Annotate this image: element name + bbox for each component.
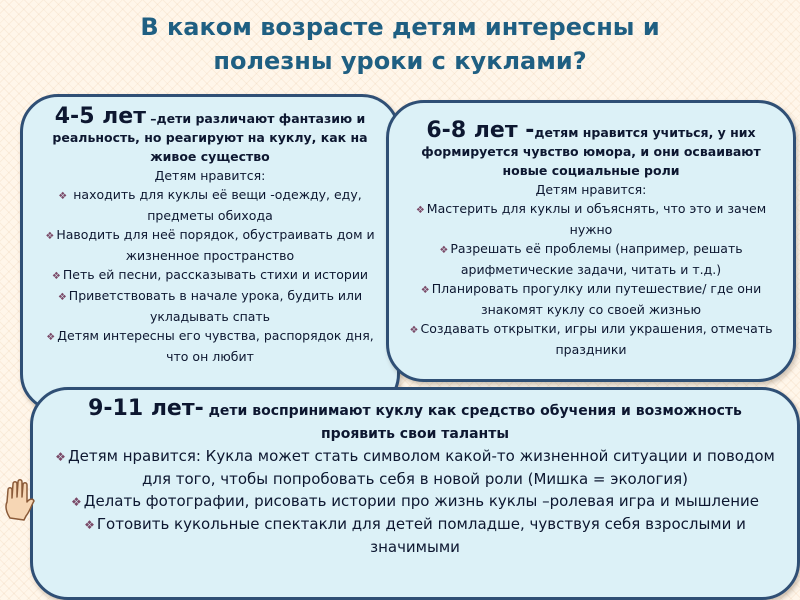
age-group-9-11-box [30, 387, 800, 600]
list-item-text: Наводить для неё порядок, обустраивать дом и жизненное пространство [56, 227, 375, 263]
age-label: 9-11 лет- [88, 396, 204, 421]
list-item-text: Детям нравится: Кукла может стать символом какой-то жизненной ситуации и поводом для того, чтобы попробовать себя в новой роли (Мишка = экология) [67, 447, 775, 488]
age-description: детям нравится учиться, у них формируется чувство юмора, и они осваивают новые социальные роли [421, 125, 761, 178]
diamond-bullet-icon: ❖ [420, 285, 430, 296]
diamond-bullet-icon: ❖ [439, 245, 449, 256]
list-item [41, 265, 379, 286]
diamond-bullet-icon: ❖ [58, 191, 68, 202]
age-group-6-8-header [403, 118, 779, 180]
title-line-1: В каком возрасте детям интересны и [140, 13, 660, 41]
list-item [41, 185, 379, 225]
list-item [51, 513, 779, 558]
diamond-bullet-icon: ❖ [415, 205, 425, 216]
diamond-bullet-icon: ❖ [409, 325, 419, 336]
list-item-text: Приветствовать в начале урока, будить или укладывать спать [68, 288, 363, 324]
age-label: 4-5 лет [54, 104, 146, 129]
diamond-bullet-icon: ❖ [51, 271, 61, 282]
list-item-text: находить для куклы её вещи -одежду, еду, предметы обихода [69, 187, 362, 223]
likes-label: Детям нравится: [535, 182, 647, 197]
list-item [403, 319, 779, 359]
title-line-2: полезны уроки с куклами? [213, 47, 587, 75]
age-group-4-5-header [41, 104, 379, 166]
age-group-4-5-box [20, 94, 400, 412]
list-item-text: Мастерить для куклы и объяснять, что это и зачем нужно [426, 201, 767, 237]
diamond-bullet-icon: ❖ [45, 231, 55, 242]
age-description: –дети различают фантазию и реальность, но реагируют на куклу, как на живое существо [52, 111, 368, 164]
list-item [41, 286, 379, 326]
age-description: дети воспринимают куклу как средство обучения и возможность проявить свои таланты [203, 403, 742, 442]
list-item-text: Готовить кукольные спектакли для детей помладше, чувствуя себя взрослыми и значимыми [96, 515, 746, 556]
diamond-bullet-icon: ❖ [70, 495, 82, 509]
diamond-bullet-icon: ❖ [55, 450, 66, 464]
hand-icon [2, 478, 38, 522]
list-item-text: Детям интересны его чувства, распорядок дня, что он любит [57, 328, 374, 364]
list-item [403, 239, 779, 279]
age-label: 6-8 лет - [426, 118, 535, 143]
age-group-6-8-box [386, 100, 796, 382]
list-item [51, 445, 779, 490]
diamond-bullet-icon: ❖ [57, 292, 67, 303]
list-item-text: Планировать прогулку или путешествие/ где они знакомят куклу со своей жизнью [431, 281, 762, 317]
likes-label: Детям нравится: [154, 168, 266, 183]
diamond-bullet-icon: ❖ [46, 332, 56, 343]
list-item [403, 279, 779, 319]
list-item-text: Создавать открытки, игры или украшения, отмечать праздники [420, 321, 773, 357]
list-item-text: Делать фотографии, рисовать истории про жизнь куклы –ролевая игра и мышление [83, 492, 760, 510]
list-item [41, 225, 379, 265]
diamond-bullet-icon: ❖ [84, 518, 95, 532]
list-item [403, 199, 779, 239]
list-item-text: Разрешать её проблемы (например, решать арифметические задачи, читать и т.д.) [450, 241, 743, 277]
list-item-text: Петь ей песни, рассказывать стихи и истории [62, 267, 369, 282]
slide-title [0, 10, 800, 78]
age-group-9-11-header [51, 398, 779, 445]
list-item [51, 490, 779, 513]
list-item [41, 326, 379, 366]
